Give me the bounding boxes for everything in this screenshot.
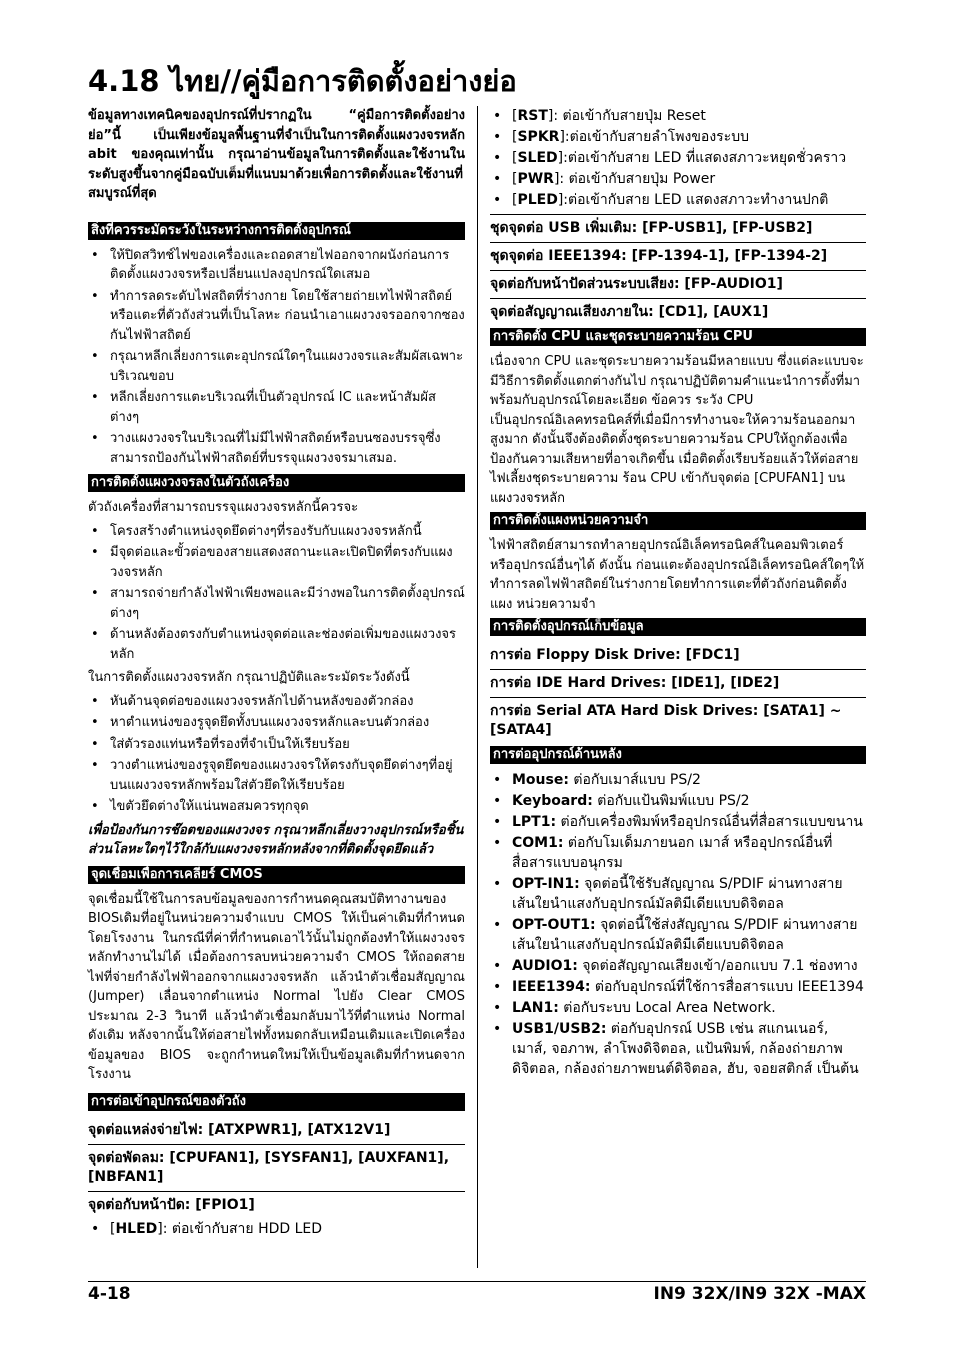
cmos-body: จุดเชื่อมนี้ใช้ในการลบข้อมูลของการกำหนดคุณสมบัติทางานของ BIOSเดิมที่อยู่ในหน่วยความจำแบบ CMOS ให้เป็นค่าเดิมที่กำหนด โดยโรงงาน ในกรณีที่ค่าที่กำหนดเอาไว้นั้นไม่ถูกต้องทำให้แผงวงจรหลักทำงานไม่ได้ เมื่อต้องการลบหน่วยความจำ CMOS ให้ถอดสายไฟที่จ่ายกำลังไฟฟ้าออกจากแผงวงจรหลัก แล้วนำตัวเชื่อมสัญญาณ (Jumper) เลื่อนจากตำแหน่ง Normal ไปยัง Clear CMOS ประมาณ 2-3 วินาที แล้วนำตัวเชื่อมกลับมาไว้ที่ตำแหน่ง Normal ดังเดิม หลังจากนั้นให้ต่อสายไฟทั้งหมดกลับเหมือนเดิมและเปิดเครื่อง ข้อมูลของ BIOS จะถูกกำหนดใหม่ให้เป็นข้อมูลเดิมที่กำหนดจากโรงงาน: [88, 891, 465, 1082]
list-item: • [HLED]: ต่อเข้ากับสาย HDD LED: [88, 1219, 465, 1239]
list-item: • [PLED]:ต่อเข้ากับสาย LED แสดงสภาวะทำงานปกติ: [490, 190, 866, 210]
cpu-body-1: เนื่องจาก CPU และชุดระบายความร้อนมีหลายแบบ ซึ่งแต่ละแบบจะมีวิธีการติดตั้งแตกต่างกันไป กรุณาปฏิบัติตามคำแนะนำการตั้งที่มาพร้อมกับอุปกรณ์โดยละเอียด ข้อควร ระวัง CPU: [490, 354, 864, 408]
port-label: LAN1:: [512, 1000, 559, 1016]
list-item: • OPT-IN1: จุดต่อนี้ใช้รับสัญญาณ S/PDIF ผ่านทางสาย เส้นใยนำแสงกับอุปกรณ์มัลติมีเดียแบบดิจิตอล: [490, 874, 866, 914]
list-item: • LPT1: ต่อกับเครื่องพิมพ์หรืออุปกรณ์อื่นที่สื่อสารแบบขนาน: [490, 812, 866, 832]
connector-code: PLED: [517, 192, 558, 208]
section-heading-rear: การต่ออุปกรณ์ด้านหลัง: [490, 746, 866, 764]
floppy-heading: การต่อ Floppy Disk Drive: [FDC1]: [490, 647, 740, 663]
section-heading-memory: การติดตั้งแผงหน่วยความจำ: [490, 512, 866, 530]
list-item: • [SLED]:ต่อเข้ากับสาย LED ที่แสดงสภาวะหยุดชั่วคราว: [490, 148, 866, 168]
ide-heading: การต่อ IDE Hard Drives: [IDE1], [IDE2]: [490, 669, 866, 697]
front-panel-list-part2: [490, 106, 866, 210]
connector-code: HLED: [115, 1220, 158, 1237]
port-label: Mouse:: [512, 772, 569, 788]
front-panel-connector-heading: จุดต่อกับหน้าปัด: [FPIO1]: [88, 1191, 465, 1219]
section-heading-cmos: จุดเชื่อมเพื่อการเคลียร์ CMOS: [88, 866, 465, 884]
precautions-list: [88, 246, 465, 469]
list-item: • COM1: ต่อกับโมเด็มภายนอก เมาส์ หรืออุปกรณ์อื่นที่สื่อสารแบบอนุกรม: [490, 833, 866, 873]
port-label: OPT-IN1:: [512, 876, 580, 892]
chassis-steps-list: [88, 692, 465, 817]
chassis-lead-2: ในการติดตั้งแผงวงจรหลัก กรุณาปฏิบัติและระมัดระวังดังนี้: [88, 670, 410, 685]
intro-paragraph: ข้อมูลทางเทคนิคของอุปกรณ์ที่ปรากฏใน “คู่มือการติดตั้งอย่างย่อ”นี้ เป็นเพียงข้อมูลพื้นฐานที่จำเป็นในการติดตั้งแผงวงจรหลัก abit ของคุณเท่านั้น กรุณาอ่านข้อมูลในการติดตั้งและใช้งานในระดับสูงขึ้นจากคู่มือฉบับเต็มที่แนบมาด้วยเพื่อการติดตั้งและใช้งานที่สมบูรณ์ที่สุด: [88, 108, 465, 201]
list-item: • IEEE1394: ต่อกับอุปกรณ์ที่ใช้การสื่อสารแบบ IEEE1394: [490, 977, 866, 997]
connector-code: RST: [517, 108, 548, 124]
list-item: • OPT-OUT1: จุดต่อนี้ใช้ส่งสัญญาณ S/PDIF ผ่านทางสาย เส้นใยนำแสงกับอุปกรณ์มัลติมีเดียแบบดิจิตอล: [490, 915, 866, 955]
list-item: • วางตำแหน่งของรูจุดยึดของแผงวงจรให้ตรงกับจุดยึดต่างๆที่อยู่บนแผงวงจรหลักพร้อมใส่ตัวยึดให้เรียบร้อย: [88, 756, 465, 795]
section-heading-cpu: การติดตั้ง CPU และชุดระบายความร้อน CPU: [490, 328, 866, 346]
page-title: 4.18 ไทย//คู่มือการติดตั้งอย่างย่อ: [88, 64, 517, 98]
front-panel-list-part1: [88, 1219, 465, 1239]
list-item: • [PWR]: ต่อเข้ากับสายปุ่ม Power: [490, 169, 866, 189]
list-item: • [RST]: ต่อเข้ากับสายปุ่ม Reset: [490, 106, 866, 126]
list-item: • มีจุดต่อและขั้วต่อของสายแสดงสถานะและเปิดปิดที่ตรงกับแผงวงจรหลัก: [88, 543, 465, 582]
section-heading-precautions: สิ่งที่ควรระมัดระวังในระหว่างการติดตั้งอุปกรณ์: [88, 222, 465, 240]
list-item: • โครงสร้างตำแหน่งจุดยึดต่างๆที่รองรับกับแผงวงจรหลักนี้: [88, 522, 465, 542]
fan-connector-heading: จุดต่อพัดลม: [CPUFAN1], [SYSFAN1], [AUXFAN1], [NBFAN1]: [88, 1144, 465, 1191]
list-item: • กรุณาหลีกเลี่ยงการแตะอุปกรณ์ใดๆในแผงวงจรและสัมผัสเฉพาะบริเวณขอบ: [88, 347, 465, 386]
port-label: AUDIO1:: [512, 958, 578, 974]
list-item: • Mouse: ต่อกับเมาส์แบบ PS/2: [490, 770, 866, 790]
memory-body: ไฟฟ้าสถิตย์สามารถทำลายอุปกรณ์อิเล็คทรอนิคส์ในคอมพิวเตอร์หรืออุปกรณ์อื่นๆได้ ดังนั้น ก่อนแตะต้องอุปกรณ์อิเล็คทรอนิคส์ใดๆให้ทำการลดไฟฟ้าสถิตย์ในร่างกายโดยทำการแตะที่ตัวถังก่อนติดตั้งแผง หน่วยความจำ: [490, 538, 865, 612]
list-item: • หาตำแหน่งของรูจุดยึดทั้งบนแผงวงจรหลักและบนตัวกล่อง: [88, 713, 465, 733]
list-item: • ด้านหลังต้องตรงกับตำแหน่งจุดต่อและช่องต่อเพิ่มของแผงวงจรหลัก: [88, 625, 465, 664]
chassis-requirements-list: [88, 522, 465, 665]
front-audio-heading: จุดต่อกับหน้าปัดส่วนระบบเสียง: [FP-AUDIO1]: [490, 270, 866, 298]
list-item: • ให้ปิดสวิทช์ไฟของเครื่องและถอดสายไฟออกจากผนังก่อนการติดตั้งแผงวงจรหรือเปลี่ยนแปลงอุปกรณ์ใดเสมอ: [88, 246, 465, 285]
sata-heading: การต่อ Serial ATA Hard Disk Drives: [SATA1] ~ [SATA4]: [490, 697, 866, 744]
list-item: • AUDIO1: จุดต่อสัญญาณเสียงเข้า/ออกแบบ 7.1 ช่องทาง: [490, 956, 866, 976]
port-label: COM1:: [512, 835, 564, 851]
footer-rule: [88, 1281, 866, 1282]
cpu-body-2: เป็นอุปกรณ์อิเลคทรอนิคส์ที่เมื่อมีการทำงานจะให้ความร้อนออกมาสูงมาก ดังนั้นจึงต้องติดตั้งชุดระบายความร้อน CPUให้ถูกต้องเพื่อป้องกันความเสียหายที่อาจเกิดขึ้น เมื่อติดตั้งเรียบร้อยแล้วให้ต่อสายไฟเลี้ยงชุดระบายความ ร้อน CPU เข้ากับจุดต่อ [CPUFAN1] บนแผงวงจรหลัก: [490, 412, 859, 506]
left-column: [88, 106, 465, 1243]
column-divider: [477, 106, 478, 1268]
list-item: • ไขตัวยึดต่างให้แน่นพอสมควรทุกจุด: [88, 797, 465, 817]
list-item: • ทำการลดระดับไฟสถิตที่ร่างกาย โดยใช้สายถ่ายเทไฟฟ้าสถิตย์หรือแตะที่ตัวถังส่วนที่เป็นโลหะ ก่อนนำเอาแผงวงจรออกจากซองกันไฟฟ้าสถิตย์: [88, 287, 465, 346]
connector-code: SPKR: [517, 129, 560, 145]
list-item: • หลีกเลี่ยงการแตะบริเวณที่เป็นตัวอุปกรณ์ IC และหน้าสัมผัสต่างๆ: [88, 388, 465, 427]
list-item: • หันด้านจุดต่อของแผงวงจรหลักไปด้านหลังของตัวกล่อง: [88, 692, 465, 712]
port-label: LPT1:: [512, 814, 557, 830]
chassis-lead: ตัวถังเครื่องที่สามารถบรรจุแผงวงจรหลักนี้ควรจะ: [88, 500, 359, 515]
power-connector-heading: จุดต่อแหล่งจ่ายไฟ: [ATXPWR1], [ATX12V1]: [88, 1121, 391, 1138]
section-heading-case-connect: การต่อเข้าอุปกรณ์ของตัวถัง: [88, 1093, 465, 1111]
model-name: IN9 32X/IN9 32X -MAX: [653, 1284, 866, 1304]
port-label: IEEE1394:: [512, 979, 591, 995]
list-item: • ใส่ตัวรองแท่นหรือที่รองที่จำเป็นให้เรียบร้อย: [88, 735, 465, 755]
rear-io-list: [490, 770, 866, 1079]
port-label: USB1/USB2:: [512, 1021, 607, 1037]
page-number: 4-18: [88, 1284, 131, 1304]
list-item: • สามารถจ่ายกำลังไฟฟ้าเพียงพอและมีว่างพอในการติดตั้งอุปกรณ์ต่างๆ: [88, 584, 465, 623]
list-item: • วางแผงวงจรในบริเวณที่ไม่มีไฟฟ้าสถิตย์หรือบนซองบรรจุซึ่งสามารถป้องกันไฟฟ้าสถิตย์ที่บรรจุแผงวงจรมาเสมอ.: [88, 429, 465, 468]
ieee1394-header-heading: ชุดจุดต่อ IEEE1394: [FP-1394-1], [FP-1394-2]: [490, 242, 866, 270]
list-item: • Keyboard: ต่อกับแป้นพิมพ์แบบ PS/2: [490, 791, 866, 811]
port-label: OPT-OUT1:: [512, 917, 596, 933]
usb-header-heading: ชุดจุดต่อ USB เพิ่มเติม: [FP-USB1], [FP-USB2]: [490, 214, 866, 242]
list-item: • LAN1: ต่อกับระบบ Local Area Network.: [490, 998, 866, 1018]
right-column: [490, 106, 866, 1083]
internal-audio-heading: จุดต่อสัญญาณเสียงภายใน: [CD1], [AUX1]: [490, 298, 866, 326]
port-label: Keyboard:: [512, 793, 593, 809]
section-heading-chassis: การติดตั้งแผงวงจรลงในตัวถังเครื่อง: [88, 474, 465, 492]
connector-code: SLED: [517, 150, 558, 166]
short-circuit-warning: เพื่อป้องกันการช๊อตของแผงวงจร กรุณาหลีกเลี่ยงวางอุปกรณ์หรือชิ้นส่วนโลหะใดๆไว้ใกล้กับแผงวงจรหลักหลังจากที่ติดตั้งจุดยึดแล้ว: [88, 822, 464, 857]
connector-code: PWR: [517, 171, 554, 187]
section-heading-storage: การติดตั้งอุปกรณ์เก็บข้อมูล: [490, 618, 866, 636]
list-item: • USB1/USB2: ต่อกับอุปกรณ์ USB เช่น สแกนเนอร์, เมาส์, จอภาพ, ลำโพงดิจิตอล, แป้นพิมพ์, กล้องถ่ายภาพดิจิตอล, กล้องถ่ายภาพยนต์ดิจิตอล, ฮับ, จอยสติกส์ เป็นต้น: [490, 1019, 866, 1079]
list-item: • [SPKR]:ต่อเข้ากับสายลำโพงของระบบ: [490, 127, 866, 147]
